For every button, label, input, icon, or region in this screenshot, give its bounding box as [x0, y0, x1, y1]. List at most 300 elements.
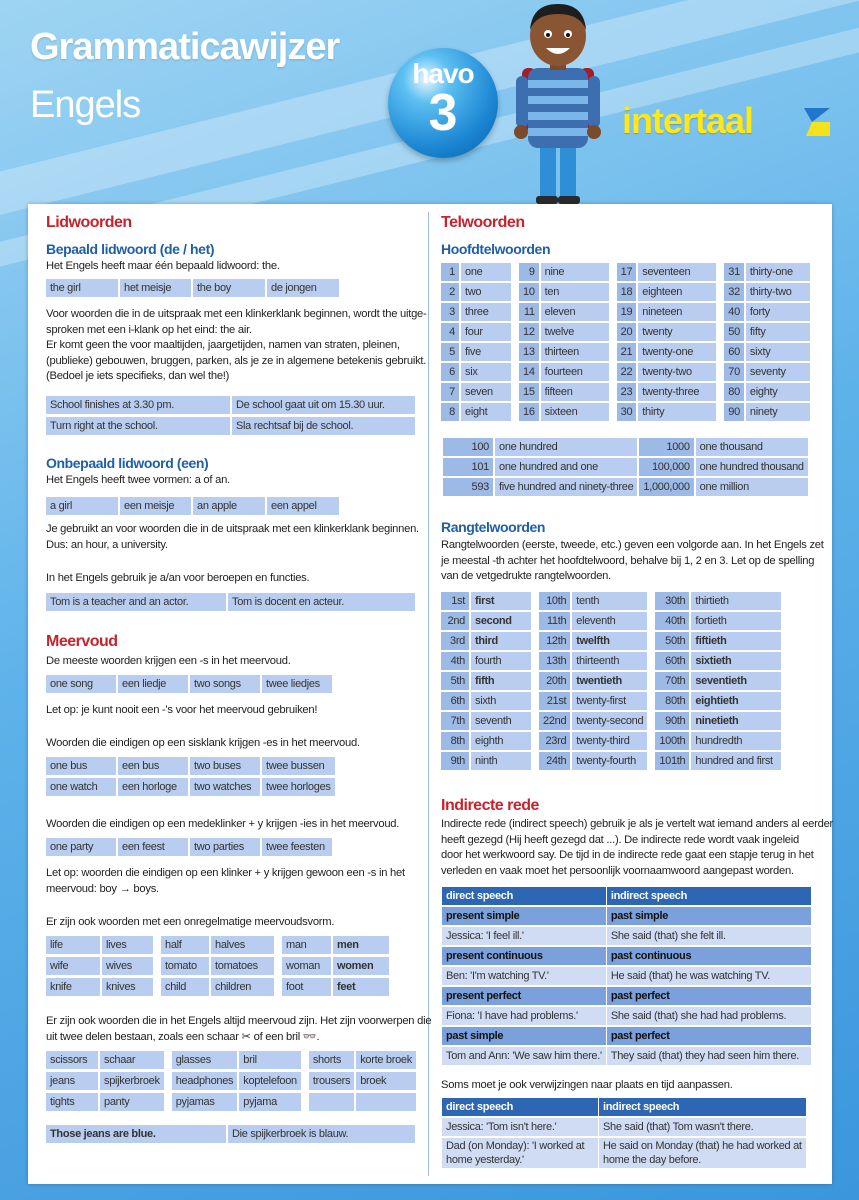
cell: sixth [471, 692, 531, 710]
cell: 10th [533, 592, 570, 610]
meervoud-table-1 [44, 672, 334, 696]
table-header: indirect speech [607, 887, 811, 905]
uitspraak-text: Voor woorden die in de uitspraak met een klinkerklank beginnen, wordt the uitge- sproken met een i-klank op het eind: the air. Er komt geen the voor maaltijden, jaargetijden, namen van straten, pleinen, (publieke) gebouwen, bruggen, parken, als je ze in algemene betekenis gebruikt. (Bedoel je iets specifieks, dan wel the!) [46, 308, 427, 382]
cell: one hundred and one [495, 458, 637, 476]
cell: two parties [190, 838, 260, 856]
cell: life [46, 936, 100, 954]
table-row [442, 987, 811, 1005]
cell: 15 [513, 383, 539, 401]
table-row [442, 1027, 811, 1045]
cell: School finishes at 3.30 pm. [46, 396, 230, 414]
table-row [443, 438, 808, 456]
cell: 2 [441, 283, 459, 301]
cell: a girl [46, 497, 118, 515]
table-row [442, 1007, 811, 1025]
cell: thirteen [541, 343, 609, 361]
cell: 8 [441, 403, 459, 421]
cell: twentieth [572, 672, 647, 690]
cell: eleventh [572, 612, 647, 630]
cell: fiftieth [691, 632, 781, 650]
cell: een meisje [120, 497, 191, 515]
cell: twenty [638, 323, 716, 341]
table-row [441, 652, 781, 670]
large-numbers-table [441, 436, 810, 498]
cell: 3rd [441, 632, 469, 650]
cell: ninth [471, 752, 531, 770]
cell: 60th [649, 652, 689, 670]
table-row [442, 1138, 806, 1168]
cell: eightieth [691, 692, 781, 710]
cell: een bus [118, 757, 188, 775]
bepaald-table [44, 276, 341, 300]
cell: twelve [541, 323, 609, 341]
cell: 80th [649, 692, 689, 710]
table-row [441, 672, 781, 690]
cell: wives [102, 957, 153, 975]
table-row [441, 363, 810, 381]
last-example-table [44, 1122, 417, 1146]
cell: sixty [746, 343, 810, 361]
page-title: Grammaticawijzer [30, 26, 340, 68]
table-row [441, 752, 781, 770]
cell: thirty-two [746, 283, 810, 301]
table-row [443, 478, 808, 496]
cell: five [461, 343, 511, 361]
cell: 13th [533, 652, 570, 670]
cell: one party [46, 838, 116, 856]
meervoud-text-3: Woorden die eindigen op een sisklank krijgen -es in het meervoud. [46, 737, 360, 749]
cell: twee liedjes [262, 675, 332, 693]
cell: He said (that) he was watching TV. [607, 967, 811, 985]
brand-logo: intertaal [622, 100, 754, 141]
cell: eighth [471, 732, 531, 750]
cell: shorts [303, 1051, 354, 1069]
onbepaald-table [44, 494, 341, 518]
cell: She said (that) she felt ill. [607, 927, 811, 945]
cell: 21st [533, 692, 570, 710]
cell: 100,000 [639, 458, 693, 476]
cell: first [471, 592, 531, 610]
indirect-speech-table-2 [441, 1096, 807, 1170]
cell: past perfect [607, 1027, 811, 1045]
page-subtitle: Engels [30, 84, 141, 126]
cell: 24th [533, 752, 570, 770]
cell: 3 [441, 303, 459, 321]
cell: four [461, 323, 511, 341]
cell: jeans [46, 1072, 98, 1090]
table-header: direct speech [442, 1098, 598, 1116]
cell: trousers [303, 1072, 354, 1090]
cell: 50 [718, 323, 744, 341]
cell: present simple [442, 907, 606, 925]
cell: fourteen [541, 363, 609, 381]
meervoud-table-4 [44, 835, 334, 859]
cell: past continuous [607, 947, 811, 965]
plural-only-table [44, 1048, 418, 1114]
cell: thirty-one [746, 263, 810, 281]
table-row [46, 1072, 416, 1090]
cell: 50th [649, 632, 689, 650]
cell: 1,000,000 [639, 478, 693, 496]
cell: Tom is docent en acteur. [228, 593, 415, 611]
cell: 11 [513, 303, 539, 321]
table-row [441, 383, 810, 401]
cell: one watch [46, 778, 116, 796]
onbepaald-title: Onbepaald lidwoord (een) [46, 455, 209, 471]
cell: twenty-fourth [572, 752, 647, 770]
cell: one thousand [696, 438, 808, 456]
cell: lives [102, 936, 153, 954]
table-row [46, 936, 389, 954]
cell: pyjamas [166, 1093, 238, 1111]
cell: 5 [441, 343, 459, 361]
cell: twenty-third [572, 732, 647, 750]
table-row [46, 1093, 416, 1111]
cell: 22 [611, 363, 637, 381]
cell: seven [461, 383, 511, 401]
cell: 593 [443, 478, 493, 496]
cell: half [155, 936, 209, 954]
cell: 90th [649, 712, 689, 730]
cell: tights [46, 1093, 98, 1111]
table-header: indirect speech [599, 1098, 806, 1116]
cell: 100 [443, 438, 493, 456]
meervoud-text-5: Let op: woorden die eindigen op een klinker + y krijgen gewoon een -s in het meervoud: boy → boys. [46, 867, 405, 895]
cell: one hundred thousand [696, 458, 808, 476]
cell: two songs [190, 675, 260, 693]
cell: 60 [718, 343, 744, 361]
section-telwoorden-title: Telwoorden [441, 214, 525, 231]
cell: past simple [607, 907, 811, 925]
table-row [441, 403, 810, 421]
cell: seventh [471, 712, 531, 730]
cell: een horloge [118, 778, 188, 796]
cell: 100th [649, 732, 689, 750]
cell: 2nd [441, 612, 469, 630]
table-row [441, 323, 810, 341]
cell: 23 [611, 383, 637, 401]
cell: 70th [649, 672, 689, 690]
cell: eight [461, 403, 511, 421]
table-row [442, 967, 811, 985]
cell: knives [102, 978, 153, 996]
onbepaald-text: Het Engels heeft twee vormen: a of an. [46, 474, 230, 486]
cell: one song [46, 675, 116, 693]
cell: koptelefoon [239, 1072, 301, 1090]
cell: three [461, 303, 511, 321]
cell: een feest [118, 838, 188, 856]
cell: Sla rechtsaf bij de school. [232, 417, 415, 435]
cell: thirty [638, 403, 716, 421]
indirecte-rede-text-2: Soms moet je ook verwijzingen naar plaats en tijd aanpassen. [441, 1079, 733, 1091]
cell: twee bussen [262, 757, 335, 775]
cell: one bus [46, 757, 116, 775]
cell: fortieth [691, 612, 781, 630]
cell: foot [276, 978, 331, 996]
cell: fifth [471, 672, 531, 690]
rangtelwoorden-table [439, 590, 783, 772]
meervoud-text-2: Let op: je kunt nooit een -'s voor het meervoud gebruiken! [46, 704, 318, 716]
cell: one million [696, 478, 808, 496]
cell: 16 [513, 403, 539, 421]
cell: fourth [471, 652, 531, 670]
cell: 10 [513, 283, 539, 301]
cell: 18 [611, 283, 637, 301]
cell: spijkerbroek [100, 1072, 164, 1090]
cell: sixtieth [691, 652, 781, 670]
table-row [441, 612, 781, 630]
cell: child [155, 978, 209, 996]
cell: De school gaat uit om 15.30 uur. [232, 396, 415, 414]
cell: Tom and Ann: 'We saw him there.' [442, 1047, 606, 1065]
grade-label: 3 [428, 84, 458, 142]
cell: an apple [193, 497, 265, 515]
meervoud-text-4: Woorden die eindigen op een medeklinker + y krijgen -ies in het meervoud. [46, 818, 400, 830]
cell: fifteen [541, 383, 609, 401]
cell: scissors [46, 1051, 98, 1069]
cell: 13 [513, 343, 539, 361]
cell: ninetieth [691, 712, 781, 730]
cell: He said on Monday (that) he had worked at home the day before. [599, 1138, 806, 1168]
cell: present perfect [442, 987, 606, 1005]
table-row [442, 1118, 806, 1136]
cell: past simple [442, 1027, 606, 1045]
cell: eighty [746, 383, 810, 401]
cell: children [211, 978, 274, 996]
indirecte-rede-text: Indirecte rede (indirect speech) gebruik je als je vertelt wat iemand anders al eerder heeft gezegd (Hij heeft gezegd dat ...). De indirecte rede wordt vaak ingeleid door het werkwoord say. De tijd in de indirecte rede gaat een stapje terug in het verleden en vaak moet het persoonlijk voornaamwoord aangepast worden. [441, 818, 834, 877]
hoofdtelwoorden-title: Hoofdtelwoorden [441, 241, 551, 257]
cell: hundredth [691, 732, 781, 750]
cell: headphones [166, 1072, 238, 1090]
cell: 7th [441, 712, 469, 730]
cell: twee feesten [262, 838, 332, 856]
cell: one [461, 263, 511, 281]
cell: 9th [441, 752, 469, 770]
cell: twenty-second [572, 712, 647, 730]
cell: 14 [513, 363, 539, 381]
cell: two watches [190, 778, 260, 796]
cell: She said (that) Tom wasn't there. [599, 1118, 806, 1136]
cell: the girl [46, 279, 118, 297]
cell: 20th [533, 672, 570, 690]
table-row [441, 283, 810, 301]
table-header: direct speech [442, 887, 606, 905]
cell: 6 [441, 363, 459, 381]
table-row [442, 947, 811, 965]
cell: second [471, 612, 531, 630]
cell: third [471, 632, 531, 650]
cell: het meisje [120, 279, 191, 297]
table-row [441, 692, 781, 710]
cell: past perfect [607, 987, 811, 1005]
cell: thirtieth [691, 592, 781, 610]
brand-mark-icon [800, 108, 830, 136]
cell: thirteenth [572, 652, 647, 670]
level-badge [388, 48, 498, 158]
cell: seventeen [638, 263, 716, 281]
cell: korte broek [356, 1051, 416, 1069]
boy-illustration [510, 0, 605, 205]
cell: 12th [533, 632, 570, 650]
cell [356, 1093, 416, 1111]
table-row [442, 1047, 811, 1065]
table-row [441, 592, 781, 610]
cell: tomatoes [211, 957, 274, 975]
cell: Jessica: 'Tom isn't here.' [442, 1118, 598, 1136]
cell: 32 [718, 283, 744, 301]
rangtelwoorden-text: Rangtelwoorden (eerste, tweede, etc.) geven een volgorde aan. In het Engels zet je meestal -th achter het hoofdtelwoord, behalve bij 1, 2 en 3. Let op de spelling van de vetgedrukte rangtelwoorden. [441, 539, 824, 582]
level-label: havo [412, 58, 474, 89]
cell: hundred and first [691, 752, 781, 770]
section-indirecte-rede-title: Indirecte rede [441, 797, 539, 814]
table-row [46, 978, 389, 996]
cell [303, 1093, 354, 1111]
cell: 40th [649, 612, 689, 630]
cell: 9 [513, 263, 539, 281]
beroep-text: In het Engels gebruik je a/an voor beroepen en functies. [46, 572, 310, 584]
cell: twenty-first [572, 692, 647, 710]
cell: knife [46, 978, 100, 996]
cell: 19 [611, 303, 637, 321]
table-row [441, 343, 810, 361]
cell: 17 [611, 263, 637, 281]
cell: 4 [441, 323, 459, 341]
cell: een appel [267, 497, 339, 515]
an-text: Je gebruikt an voor woorden die in de uitspraak met een klinkerklank beginnen. Dus: an hour, a university. [46, 523, 419, 551]
cell: 20 [611, 323, 637, 341]
section-meervoud-title: Meervoud [46, 633, 118, 650]
beroep-table [44, 590, 417, 614]
cell: 1st [441, 592, 469, 610]
cell: She said (that) she had had problems. [607, 1007, 811, 1025]
table-row [441, 632, 781, 650]
cell: tenth [572, 592, 647, 610]
cell: ten [541, 283, 609, 301]
cell: 21 [611, 343, 637, 361]
cell: de jongen [267, 279, 339, 297]
cell: 30th [649, 592, 689, 610]
cell: eleven [541, 303, 609, 321]
cell: 6th [441, 692, 469, 710]
table-row [441, 263, 810, 281]
cell: 80 [718, 383, 744, 401]
cell: seventieth [691, 672, 781, 690]
cell: Tom is a teacher and an actor. [46, 593, 226, 611]
cell: fifty [746, 323, 810, 341]
table-row [441, 732, 781, 750]
table-row [442, 927, 811, 945]
bepaald-title: Bepaald lidwoord (de / het) [46, 241, 215, 257]
cell: feet [333, 978, 389, 996]
cell: schaar [100, 1051, 164, 1069]
table-row [46, 1051, 416, 1069]
cell: 8th [441, 732, 469, 750]
cell: Turn right at the school. [46, 417, 230, 435]
irregular-plural-table [44, 933, 391, 999]
cell: 22nd [533, 712, 570, 730]
cell: They said (that) they had seen him there. [607, 1047, 811, 1065]
cell: glasses [166, 1051, 238, 1069]
cell: sixteen [541, 403, 609, 421]
cell: 31 [718, 263, 744, 281]
table-row [443, 458, 808, 476]
cell: women [333, 957, 389, 975]
cell: Ben: 'I'm watching TV.' [442, 967, 606, 985]
cell: 12 [513, 323, 539, 341]
cell: 1 [441, 263, 459, 281]
meervoud-text-1: De meeste woorden krijgen een -s in het meervoud. [46, 655, 291, 667]
cell: five hundred and ninety-three [495, 478, 637, 496]
cell: halves [211, 936, 274, 954]
cell: 90 [718, 403, 744, 421]
cell: Fiona: 'I have had problems.' [442, 1007, 606, 1025]
cell: seventy [746, 363, 810, 381]
cell: 30 [611, 403, 637, 421]
table-row [441, 712, 781, 730]
cell: bril [239, 1051, 301, 1069]
cell: 40 [718, 303, 744, 321]
cell: 11th [533, 612, 570, 630]
table-row [46, 957, 389, 975]
cell: 4th [441, 652, 469, 670]
cell: 101th [649, 752, 689, 770]
cell: wife [46, 957, 100, 975]
cell: twenty-three [638, 383, 716, 401]
cell: one hundred [495, 438, 637, 456]
cell: broek [356, 1072, 416, 1090]
cell: two [461, 283, 511, 301]
cell: eighteen [638, 283, 716, 301]
cell: twenty-one [638, 343, 716, 361]
cell: 5th [441, 672, 469, 690]
cell: Those jeans are blue. [46, 1125, 226, 1143]
bepaald-text: Het Engels heeft maar één bepaald lidwoord: the. [46, 260, 280, 272]
meervoud-table-3 [44, 754, 337, 799]
cell: men [333, 936, 389, 954]
cell: the boy [193, 279, 265, 297]
cell: nine [541, 263, 609, 281]
examples-table [44, 393, 417, 438]
table-row [442, 907, 811, 925]
cell: twee horloges [262, 778, 335, 796]
cell: Jessica: 'I feel ill.' [442, 927, 606, 945]
cell: two buses [190, 757, 260, 775]
cell: ninety [746, 403, 810, 421]
cell: panty [100, 1093, 164, 1111]
cell: woman [276, 957, 331, 975]
cell: 7 [441, 383, 459, 401]
cell: forty [746, 303, 810, 321]
cell: 23rd [533, 732, 570, 750]
meervoud-text-6: Er zijn ook woorden met een onregelmatige meervoudsvorm. [46, 916, 335, 928]
cell: tomato [155, 957, 209, 975]
table-row [442, 887, 811, 905]
cell: 1000 [639, 438, 693, 456]
cell: six [461, 363, 511, 381]
cell: pyjama [239, 1093, 301, 1111]
cell: Dad (on Monday): 'I worked at home yesterday.' [442, 1138, 598, 1168]
section-lidwoorden-title: Lidwoorden [46, 214, 132, 231]
cell: een liedje [118, 675, 188, 693]
hoofdtelwoorden-table [439, 261, 812, 423]
cell: present continuous [442, 947, 606, 965]
rangtelwoorden-title: Rangtelwoorden [441, 519, 546, 535]
cell: twenty-two [638, 363, 716, 381]
indirect-speech-table [441, 885, 812, 1067]
table-row [442, 1098, 806, 1116]
cell: twelfth [572, 632, 647, 650]
table-row [441, 303, 810, 321]
